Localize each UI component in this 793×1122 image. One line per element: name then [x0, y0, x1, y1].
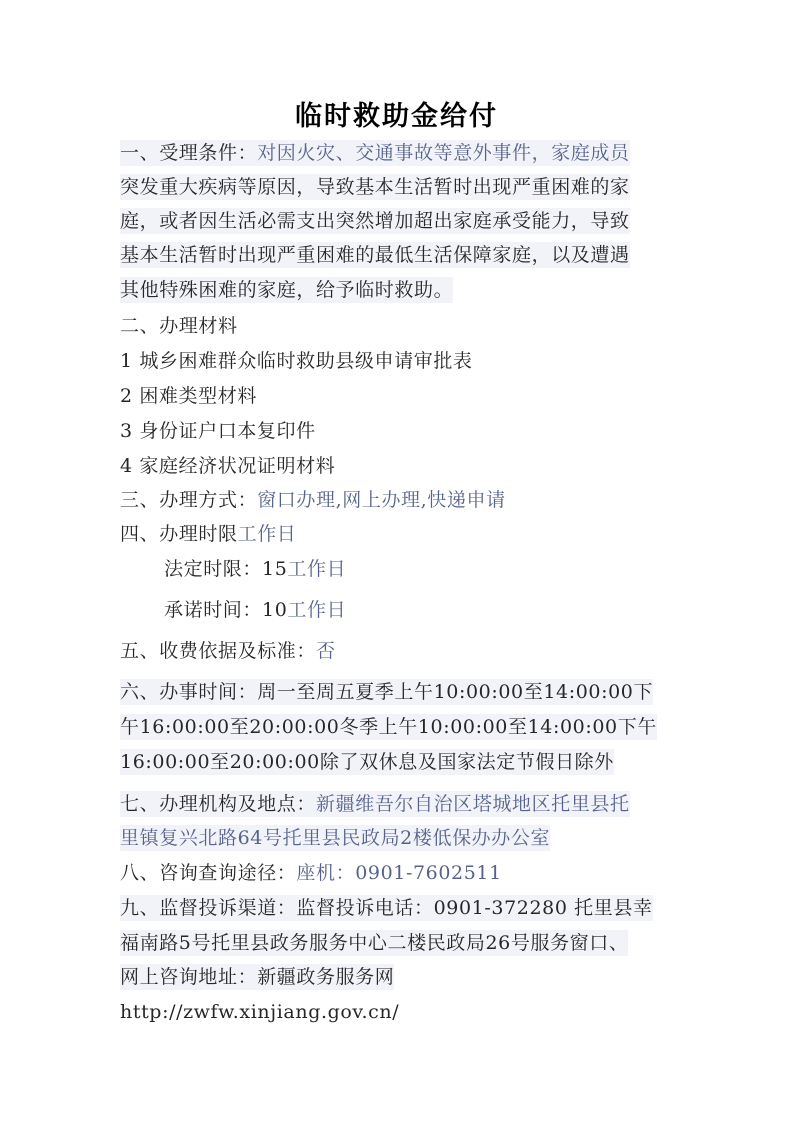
- section-1-line-2: 突发重大疾病等原因，导致基本生活暂时出现严重困难的家: [120, 176, 630, 198]
- section-9-line-2: 福南路5号托里县政务服务中心二楼民政局26号服务窗口、: [120, 932, 629, 954]
- promised-time-label: 承诺时间：: [164, 599, 263, 621]
- section-5-value: 否: [316, 640, 336, 662]
- section-1-line-1: [120, 140, 630, 166]
- section-7-line-2: 里镇复兴北路64号托里县民政局2楼低保办办公室: [120, 827, 551, 849]
- section-2-label: 二、办理材料: [120, 315, 238, 337]
- legal-time-unit: 工作日: [287, 558, 347, 580]
- section-1-line-4: 基本生活暂时出现严重困难的最低生活保障家庭，以及遭遇: [120, 244, 630, 266]
- promised-time: [164, 597, 346, 623]
- legal-time-number: 15: [262, 558, 288, 580]
- section-6-line-2: 午16:00:00至20:00:00冬季上午10:00:00至14:00:00下午: [120, 716, 657, 738]
- legal-time-label: 法定时限：: [164, 558, 263, 580]
- section-1-text: 对因火灾、交通事故等意外事件，家庭成员: [257, 142, 630, 164]
- section-8-line: [120, 860, 502, 886]
- section-8-label: 八、咨询查询途径：: [120, 862, 297, 884]
- section-3-line: [120, 487, 506, 513]
- section-5-line: [120, 638, 336, 664]
- promised-time-number: 10: [262, 599, 288, 621]
- material-item: 2 困难类型材料: [120, 385, 257, 407]
- section-1-line-5: 其他特殊困难的家庭，给予临时救助。: [120, 279, 454, 301]
- section-5-label: 五、收费依据及标准：: [120, 640, 317, 662]
- material-item: 4 家庭经济状况证明材料: [120, 455, 336, 477]
- section-9-line-1: 九、监督投诉渠道：监督投诉电话：0901-372280 托里县幸: [120, 897, 653, 919]
- section-6-line-3: 16:00:00至20:00:00除了双休息及国家法定节假日除外: [120, 751, 614, 773]
- material-item: 3 身份证户口本复印件: [120, 420, 316, 442]
- section-7-label: 七、办理机构及地点：: [120, 793, 317, 815]
- page-title: 临时救助金给付: [295, 101, 498, 132]
- section-6-line-1: 六、办事时间：周一至周五夏季上午10:00:00至14:00:00下: [120, 681, 654, 703]
- section-4-value: 工作日: [237, 523, 297, 545]
- service-website-url[interactable]: http://zwfw.xinjiang.gov.cn/: [120, 1001, 400, 1023]
- section-4-line: [120, 521, 296, 547]
- section-9-line-3: 网上咨询地址：新疆政务服务网: [120, 966, 395, 988]
- section-4-label: 四、办理时限: [120, 523, 238, 545]
- section-1-line-3: 庭，或者因生活必需支出突然增加超出家庭承受能力，导致: [120, 210, 630, 232]
- promised-time-unit: 工作日: [287, 599, 347, 621]
- section-7-line-1: [120, 791, 630, 817]
- section-3-value: 窗口办理,网上办理,快递申请: [257, 489, 506, 511]
- legal-time-limit: [164, 556, 346, 582]
- section-1-label: 一、受理条件：: [120, 142, 258, 164]
- section-8-value: 座机：0901-7602511: [296, 862, 502, 884]
- section-7-text: 新疆维吾尔自治区塔城地区托里县托: [316, 793, 630, 815]
- section-3-label: 三、办理方式：: [120, 489, 258, 511]
- material-item: 1 城乡困难群众临时救助县级申请审批表: [120, 350, 473, 372]
